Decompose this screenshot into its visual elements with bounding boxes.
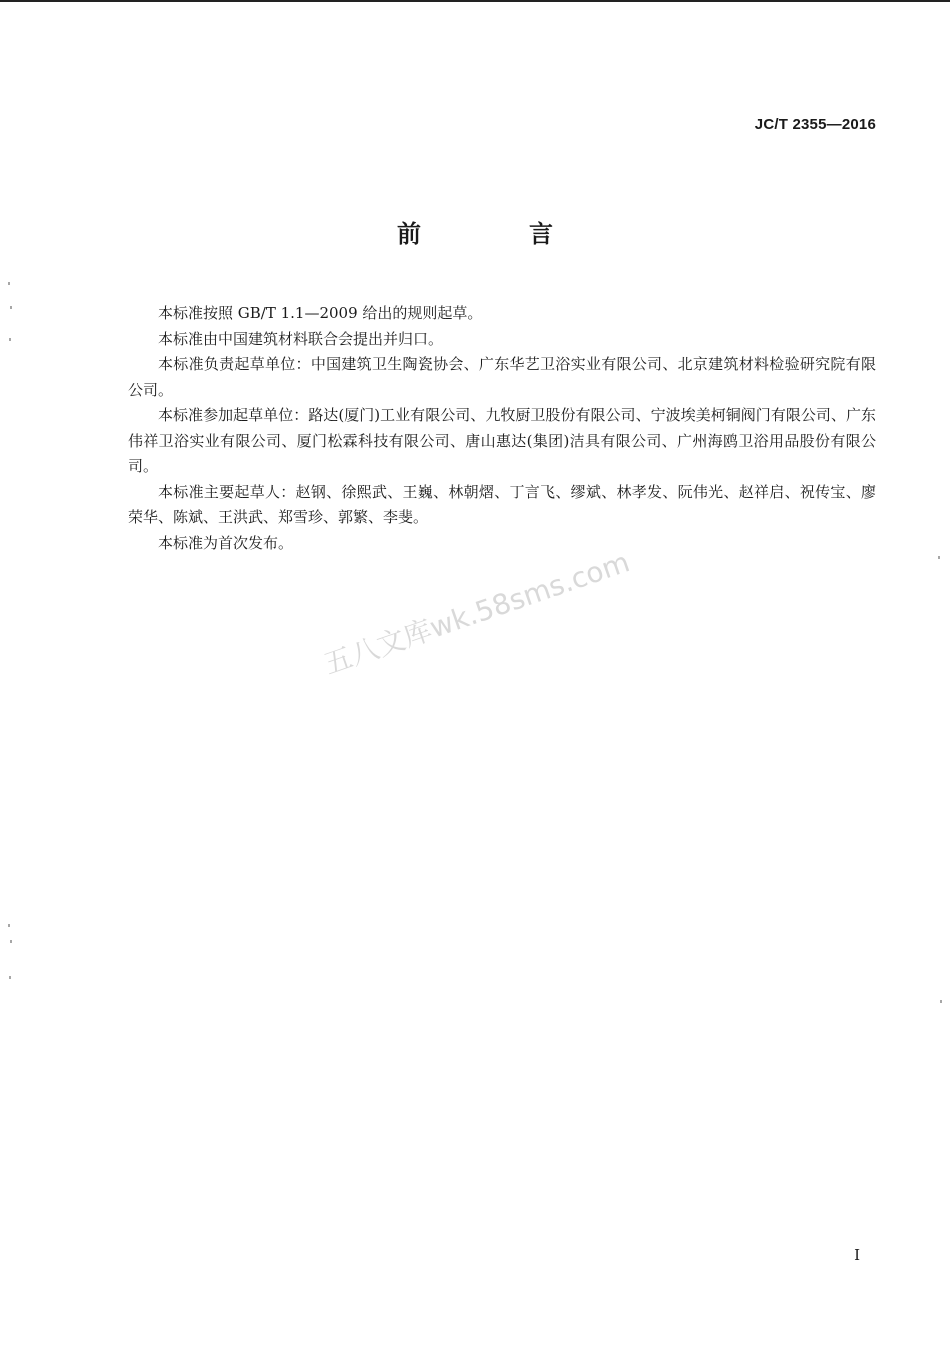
scan-speck [10, 306, 12, 309]
paragraph-first-release: 本标准为首次发布。 [158, 533, 294, 552]
page-title: 前 言 [397, 220, 595, 248]
scan-speck [8, 924, 10, 927]
paragraph-participating-drafters: 本标准参加起草单位：路达(厦门)工业有限公司、九牧厨卫股份有限公司、宁波埃美柯铜阀门有限公司、广东伟祥卫浴实业有限公司、厦门松霖科技有限公司、唐山惠达(集团)洁具有限公司、广州海鸥卫浴用品股份有限公司。 [128, 406, 876, 475]
standard-number: JC/T 2355—2016 [754, 116, 876, 133]
top-border-line [0, 0, 950, 2]
scan-speck [9, 338, 11, 341]
paragraph-proposer: 本标准由中国建筑材料联合会提出并归口。 [158, 329, 444, 348]
paragraph-lead-drafters: 本标准负责起草单位：中国建筑卫生陶瓷协会、广东华艺卫浴实业有限公司、北京建筑材料检验研究院有限公司。 [128, 355, 876, 399]
foreword-body [128, 301, 876, 556]
scan-speck [8, 282, 10, 285]
paragraph-drafting-rules: 本标准按照 GB/T 1.1—2009 给出的规则起草。 [158, 304, 483, 322]
watermark-text: 五八文库wk.58sms.com [319, 545, 634, 681]
scan-speck [9, 976, 11, 979]
scan-speck [10, 940, 12, 943]
scan-speck [938, 556, 940, 559]
paragraph-main-authors: 本标准主要起草人：赵钢、徐熙武、王巍、林朝熠、丁言飞、缪斌、林孝发、阮伟光、赵祥启、祝传宝、廖荣华、陈斌、王洪武、郑雪珍、郭繁、李斐。 [128, 482, 876, 526]
scan-speck [940, 1000, 942, 1003]
page-number: I [854, 1246, 860, 1264]
